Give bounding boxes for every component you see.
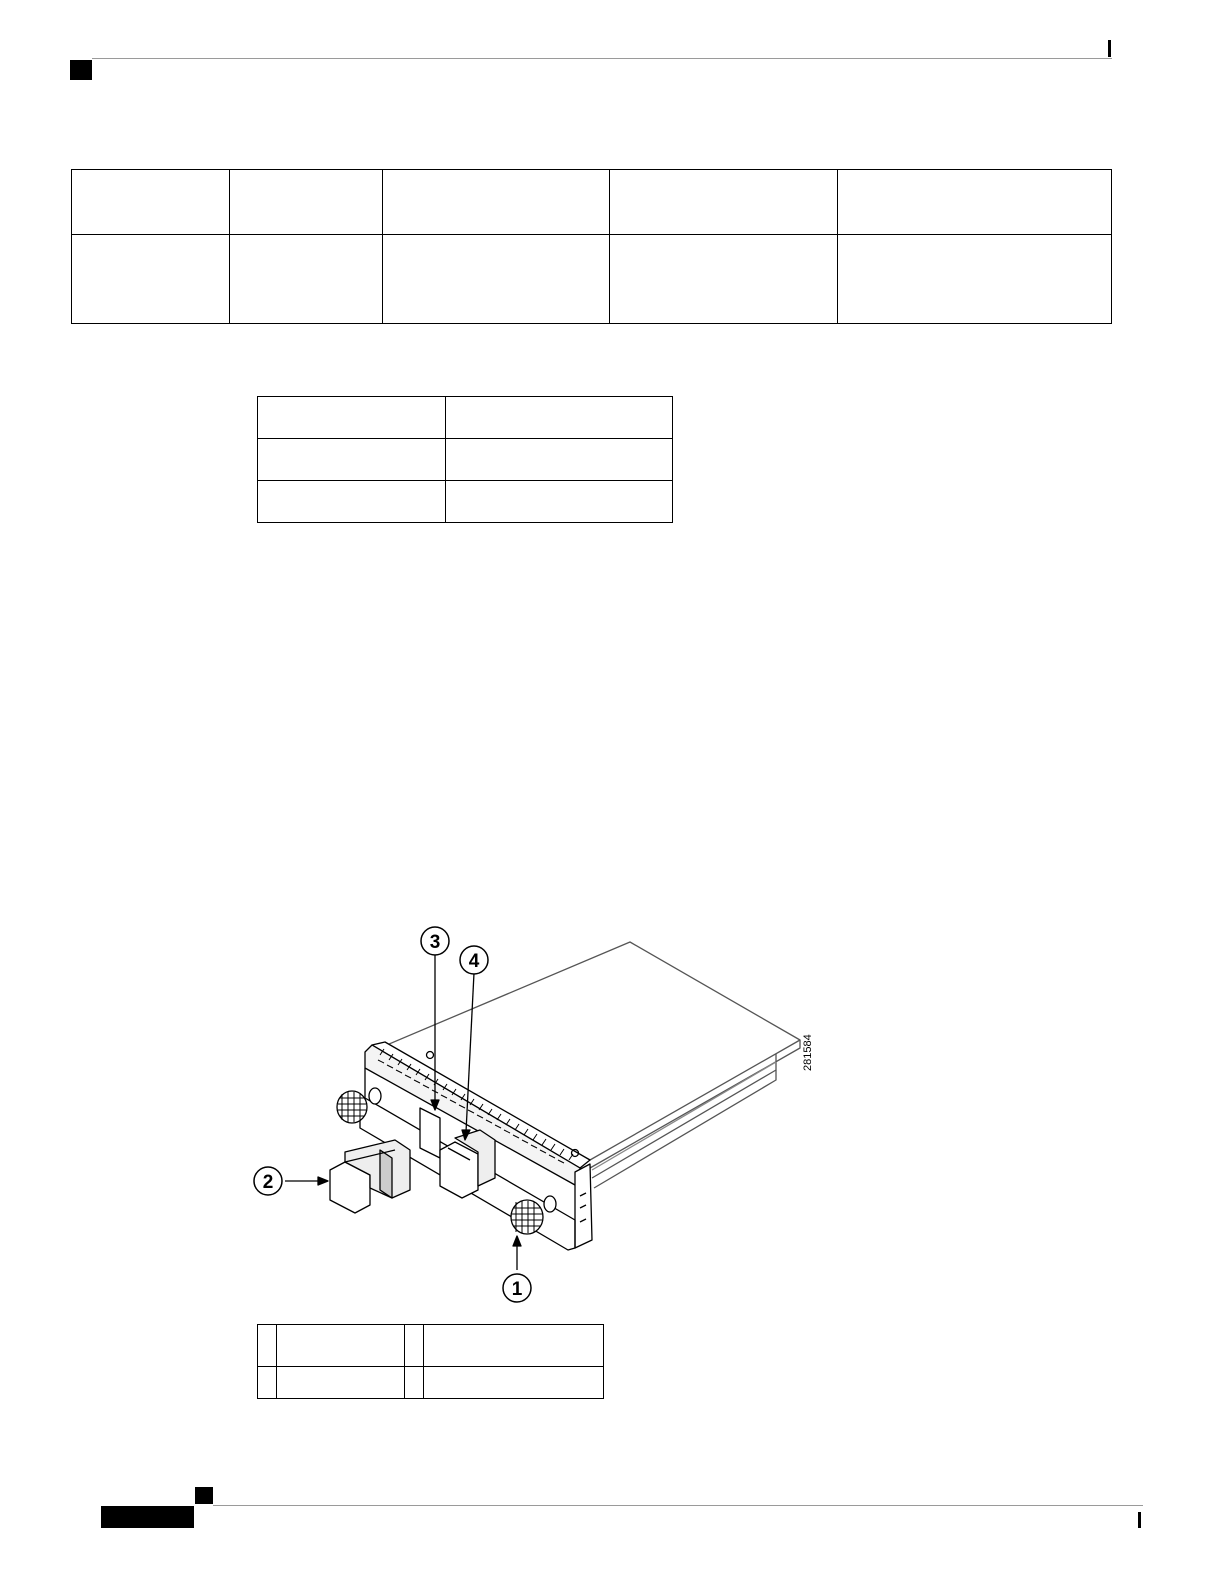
table-cell xyxy=(445,397,672,439)
installed-connector xyxy=(440,1130,495,1198)
figure-legend-table xyxy=(257,1324,604,1399)
table-cell xyxy=(229,235,382,324)
svg-text:3: 3 xyxy=(429,932,441,953)
table-cell xyxy=(610,235,838,324)
thumbscrew-left xyxy=(337,1088,381,1123)
svg-text:2: 2 xyxy=(262,1172,274,1193)
table-2 xyxy=(257,396,673,523)
table-cell xyxy=(445,481,672,523)
table-row xyxy=(258,1367,604,1399)
table-cell xyxy=(382,170,610,235)
callout-1 xyxy=(503,1274,531,1302)
header-tick xyxy=(1108,40,1111,57)
header-marker xyxy=(70,60,92,80)
table-cell xyxy=(423,1325,604,1367)
header-rule xyxy=(92,58,1112,59)
figure-id: 281584 xyxy=(802,1034,814,1071)
table-cell xyxy=(838,170,1112,235)
footer-rule xyxy=(213,1505,1143,1506)
table-cell xyxy=(404,1367,423,1399)
table-cell xyxy=(423,1367,604,1399)
footer-page-bar xyxy=(101,1506,194,1528)
table-cell xyxy=(258,1367,277,1399)
table-cell xyxy=(258,397,446,439)
table-cell xyxy=(258,439,446,481)
footer-marker xyxy=(195,1487,213,1504)
dust-plug xyxy=(330,1140,410,1213)
table-cell xyxy=(610,170,838,235)
table-row xyxy=(72,235,1112,324)
table-cell xyxy=(72,235,230,324)
svg-text:1: 1 xyxy=(511,1279,523,1300)
port-opening xyxy=(420,1108,440,1158)
thumbscrew-right xyxy=(511,1196,556,1234)
table-cell xyxy=(276,1367,404,1399)
table-1 xyxy=(71,169,1112,324)
callout-3 xyxy=(421,927,449,955)
table-row xyxy=(258,1325,604,1367)
table-row xyxy=(258,481,673,523)
callout-4 xyxy=(460,946,488,974)
table-cell xyxy=(229,170,382,235)
table-row xyxy=(258,397,673,439)
table-cell xyxy=(258,1325,277,1367)
footer-tick xyxy=(1138,1512,1141,1528)
table-row xyxy=(72,170,1112,235)
table-cell xyxy=(382,235,610,324)
table-cell xyxy=(72,170,230,235)
table-cell xyxy=(404,1325,423,1367)
module-board-drawing xyxy=(360,942,800,1250)
table-cell xyxy=(258,481,446,523)
callout-2 xyxy=(254,1167,282,1195)
table-row xyxy=(258,439,673,481)
module-figure xyxy=(240,920,840,1320)
table-cell xyxy=(445,439,672,481)
table-cell xyxy=(276,1325,404,1367)
svg-text:4: 4 xyxy=(468,951,480,972)
table-cell xyxy=(838,235,1112,324)
